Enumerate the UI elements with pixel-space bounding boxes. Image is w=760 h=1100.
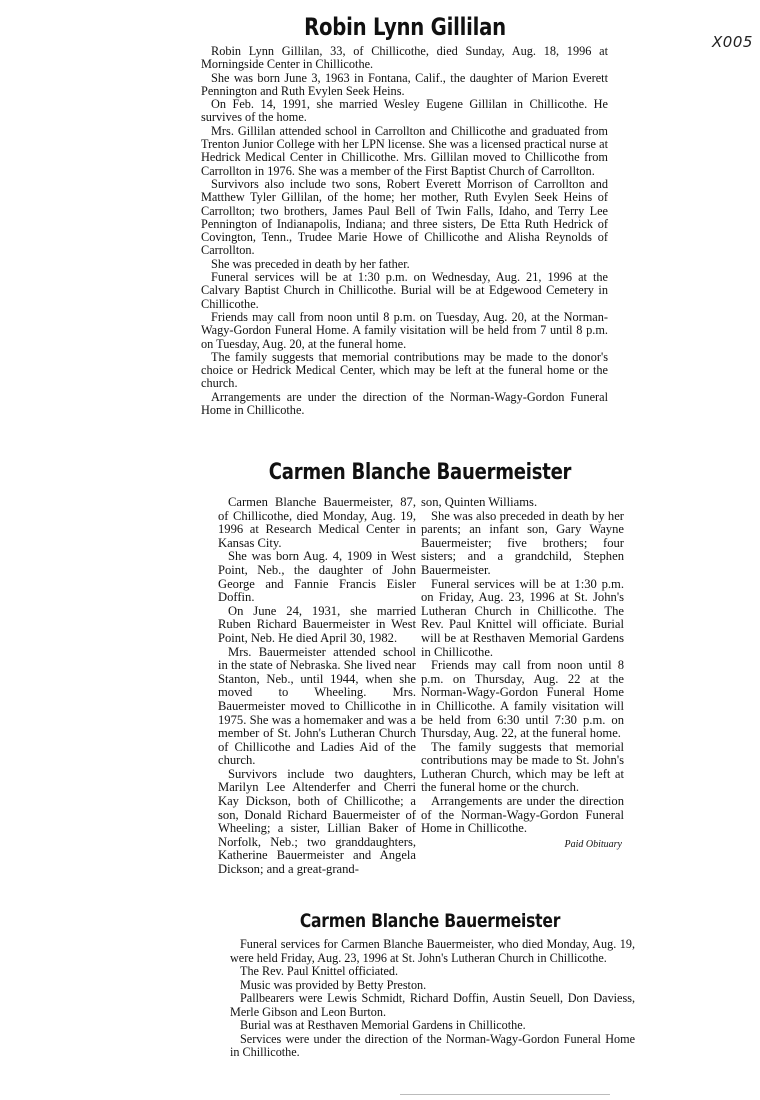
- obituary-headline: Carmen Blanche Bauermeister: [268, 460, 572, 485]
- obituary-headline: Robin Lynn Gillilan: [304, 13, 506, 41]
- document-id-mark: X005: [712, 33, 753, 51]
- obituary-body: [201, 45, 608, 417]
- scan-edge-line: [400, 1094, 610, 1095]
- paragraph: Music was provided by Betty Preston.: [240, 977, 427, 992]
- paragraph: Robin Lynn Gillilan, 33, of Chillicothe, died Sunday, Aug. 18, 1996 at Morningside Center in Chillicothe.: [201, 44, 608, 72]
- paragraph: On Feb. 14, 1991, she married Wesley Eugene Gillilan in Chillicothe. He survives of the home.: [201, 97, 608, 125]
- paragraph: Mrs. Bauermeister attended school in the state of Nebraska. She lived near Stanton, Neb., until 1944, when she moved to Wheeling. Mrs. Bauermeister moved to Chillicothe in 1975. She was a homemaker and was a member of St. John's Lutheran Church of Chillicothe and Ladies Aid of the church.: [218, 644, 416, 768]
- paragraph: Survivors include two daughters, Marilyn Lee Altenderfer and Cherri Kay Dickson, both of Chillicothe; a son, Donald Richard Bauermeister of Wheeling; a sister, Lillian Baker of Norfolk, Neb.; two granddaughters, Katherine Bauermeister and Angela Dickson; and a great-grand-: [218, 766, 416, 877]
- paragraph: She was preceded in death by her father.: [211, 256, 410, 271]
- obituary-left-column: [218, 496, 416, 877]
- paragraph: The Rev. Paul Knittel officiated.: [240, 964, 399, 978]
- obituary-right-column: [421, 496, 624, 851]
- paragraph: The family suggests that memorial contributions may be made to the donor's choice or Hedrick Medical Center, which may be left at the funeral home or the church.: [201, 349, 608, 391]
- paragraph: Pallbearers were Lewis Schmidt, Richard Doffin, Austin Seuell, Don Daviess, Merle Gibson and Leon Burton.: [230, 991, 635, 1019]
- paragraph: Arrangements are under the direction of the Norman-Wagy-Gordon Funeral Home in Chillicothe.: [421, 794, 624, 836]
- paid-obituary-label: Paid Obituary: [564, 838, 622, 850]
- obituary-body: [230, 938, 635, 1060]
- paragraph: Funeral services will be at 1:30 p.m. on Wednesday, Aug. 21, 1996 at the Calvary Baptist Church in Chillicothe. Burial will be at Edgewood Cemetery in Chillicothe.: [201, 270, 608, 311]
- paragraph: Survivors also include two sons, Robert Everett Morrison of Carrollton and Matthew Tyler Gillilan, of the home; her mother, Ruth Evylen Seek Heins of Carrollton; two brothers, James Paul Bell of Twin Falls, Idaho, and Terry Lee Pennington of Indianapolis, Indiana; and three sisters, De Etta Ruth Hedrick of Covington, Tenn., Trudee Marie Howe of Chillicothe and Alisha Reynolds of Carrollton.: [201, 176, 608, 258]
- paragraph: Funeral services for Carmen Blanche Bauermeister, who died Monday, Aug. 19, were held Friday, Aug. 23, 1996 at St. John's Lutheran Church in Chillicothe.: [230, 937, 635, 965]
- paragraph-continuation: son, Quinten Williams.: [421, 495, 538, 509]
- obituary-headline: Carmen Blanche Bauermeister: [299, 910, 561, 932]
- paragraph: She was born June 3, 1963 in Fontana, Calif., the daughter of Marion Everett Pennington and Ruth Evylen Seek Heins.: [201, 70, 608, 98]
- paragraph: She was born Aug. 4, 1909 in West Point, Neb., the daughter of John George and Fannie Francis Eisler Doffin.: [218, 549, 416, 605]
- paragraph: Arrangements are under the direction of the Norman-Wagy-Gordon Funeral Home in Chillicothe.: [201, 389, 608, 418]
- paragraph: Burial was at Resthaven Memorial Gardens in Chillicothe.: [240, 1018, 526, 1032]
- paragraph: Friends may call from noon until 8 p.m. on Tuesday, Aug. 20, at the Norman-Wagy-Gordon Funeral Home. A family visitation will be held from 7 until 8 p.m. on Tuesday, Aug. 20, at the funeral home.: [201, 309, 608, 351]
- paragraph: Friends may call from noon until 8 p.m. on Thursday, Aug. 22 at the Norman-Wagy-Gordon Funeral Home in Chillicothe. A family visitation will be held from 6:30 until 7:30 p.m. on Thursday, Aug. 22, at the funeral home.: [421, 658, 624, 741]
- paragraph: Carmen Blanche Bauermeister, 87, of Chillicothe, died Monday, Aug. 19, 1996 at Research Medical Center in Kansas City.: [218, 495, 416, 550]
- paragraph: On June 24, 1931, she married Ruben Richard Bauermeister in West Point, Neb. He died April 30, 1982.: [218, 603, 416, 645]
- paragraph: She was also preceded in death by her parents; an infant son, Gary Wayne Bauermeister; five brothers; four sisters; and a grandchild, Stephen Bauermeister.: [421, 508, 624, 577]
- paragraph: Mrs. Gillilan attended school in Carrollton and Chillicothe and graduated from Trenton Junior College with her LPN license. She was a licensed practical nurse at Hedrick Medical Center in Chillicothe. Mrs. Gillilan moved to Chillicothe from Carrollton in 1976. She was a member of the First Baptist Church of Carrollton.: [201, 123, 608, 178]
- paragraph: The family suggests that memorial contributions may be made to St. John's Lutheran Church, which may be left at the funeral home or the church.: [421, 739, 624, 795]
- paragraph: Services were under the direction of the Norman-Wagy-Gordon Funeral Home in Chillicothe.: [230, 1031, 635, 1059]
- paragraph: Funeral services will be at 1:30 p.m. on Friday, Aug. 23, 1996 at St. John's Lutheran Church in Chillicothe. The Rev. Paul Knittel will officiate. Burial will be at Resthaven Memorial Gardens in Chillicothe.: [421, 576, 624, 659]
